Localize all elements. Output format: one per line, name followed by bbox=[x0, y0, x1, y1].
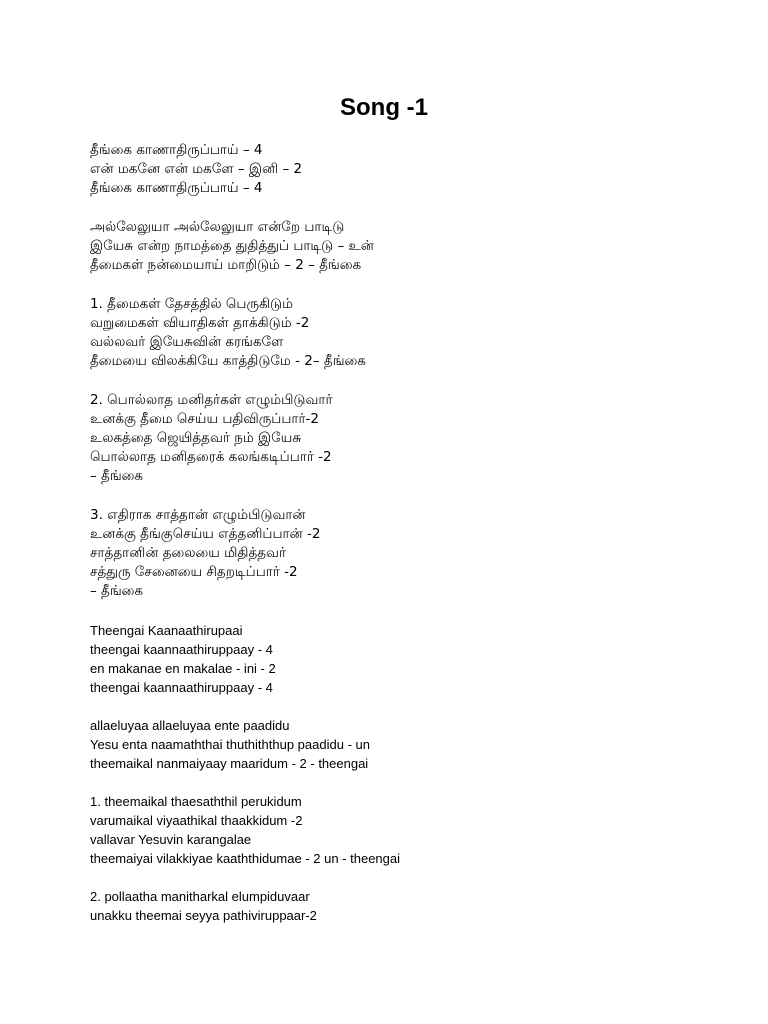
latin-line: varumaikal viyaathikal thaakkidum -2 bbox=[90, 813, 303, 828]
latin-line: Yesu enta naamaththai thuthiththup paadidu - un bbox=[90, 737, 370, 752]
tamil-line: தீங்கை காணாதிருப்பாய் – 4 bbox=[90, 180, 263, 196]
latin-line: unakku theemai seyya pathiviruppaar-2 bbox=[90, 908, 317, 923]
tamil-line: 2. பொல்லாத மனிதர்கள் எழும்பிடுவார் bbox=[90, 392, 333, 408]
tamil-line: உனக்கு தீமை செய்ய பதிவிருப்பார்-2 bbox=[90, 411, 319, 427]
latin-line: theemaikal nanmaiyaay maaridum - 2 - theengai bbox=[90, 756, 369, 771]
tamil-line: அல்லேலுயா அல்லேலுயா என்றே பாடிடு bbox=[90, 219, 345, 235]
tamil-stanza-2 bbox=[90, 218, 710, 275]
tamil-line: பொல்லாத மனிதரைக் கலங்கடிப்பார் -2 bbox=[90, 449, 332, 465]
tamil-line: உனக்கு தீங்குசெய்ய எத்தனிப்பான் -2 bbox=[90, 526, 321, 542]
latin-stanza-4 bbox=[90, 887, 710, 925]
latin-line: vallavar Yesuvin karangalae bbox=[90, 832, 252, 847]
tamil-stanza-4 bbox=[90, 391, 710, 486]
tamil-line: – தீங்கை bbox=[90, 583, 144, 599]
tamil-line: என் மகனே என் மகளே – இனி – 2 bbox=[90, 161, 303, 177]
tamil-line: சாத்தானின் தலையை மிதித்தவர் bbox=[90, 545, 287, 561]
tamil-line: 3. எதிராக சாத்தான் எழும்பிடுவான் bbox=[90, 507, 306, 523]
latin-stanza-2 bbox=[90, 716, 710, 773]
latin-line: theemaiyai vilakkiyae kaaththidumae - 2 un - theengai bbox=[90, 851, 401, 866]
latin-line: 2. pollaatha manitharkal elumpiduvaar bbox=[90, 889, 310, 904]
transliterated-lyrics bbox=[90, 621, 710, 925]
tamil-line: தீங்கை காணாதிருப்பாய் – 4 bbox=[90, 142, 263, 158]
tamil-line: வல்லவர் இயேசுவின் கரங்களே bbox=[90, 334, 284, 350]
tamil-line: வறுமைகள் வியாதிகள் தாக்கிடும் -2 bbox=[90, 315, 310, 331]
tamil-stanza-5 bbox=[90, 506, 710, 601]
page-title: Song -1 bbox=[340, 94, 428, 121]
tamil-line: தீமைகள் நன்மையாய் மாறிடும் – 2 – தீங்கை bbox=[90, 257, 362, 273]
tamil-stanza-3 bbox=[90, 295, 710, 371]
latin-stanza-1 bbox=[90, 621, 710, 697]
tamil-line: உலகத்தை ஜெயித்தவர் நம் இயேசு bbox=[90, 430, 302, 446]
tamil-line: சத்துரு சேனையை சிதறடிப்பார் -2 bbox=[90, 564, 298, 580]
latin-line: theengai kaannaathiruppaay - 4 bbox=[90, 642, 273, 657]
latin-line: Theengai Kaanaathirupaai bbox=[90, 623, 243, 638]
tamil-lyrics bbox=[90, 141, 710, 601]
tamil-line: 1. தீமைகள் தேசத்தில் பெருகிடும் bbox=[90, 296, 293, 312]
latin-line: en makanae en makalae - ini - 2 bbox=[90, 661, 276, 676]
latin-stanza-3 bbox=[90, 792, 710, 868]
latin-line: theengai kaannaathiruppaay - 4 bbox=[90, 680, 273, 695]
latin-line: allaeluyaa allaeluyaa ente paadidu bbox=[90, 718, 290, 733]
tamil-line: தீமையை விலக்கியே காத்திடுமே - 2– தீங்கை bbox=[90, 353, 366, 369]
lyrics-body bbox=[90, 141, 710, 944]
latin-line: 1. theemaikal thaesaththil perukidum bbox=[90, 794, 302, 809]
tamil-line: – தீங்கை bbox=[90, 468, 144, 484]
tamil-stanza-1 bbox=[90, 141, 710, 198]
tamil-line: இயேசு என்ற நாமத்தை துதித்துப் பாடிடு – உன் bbox=[90, 238, 374, 254]
